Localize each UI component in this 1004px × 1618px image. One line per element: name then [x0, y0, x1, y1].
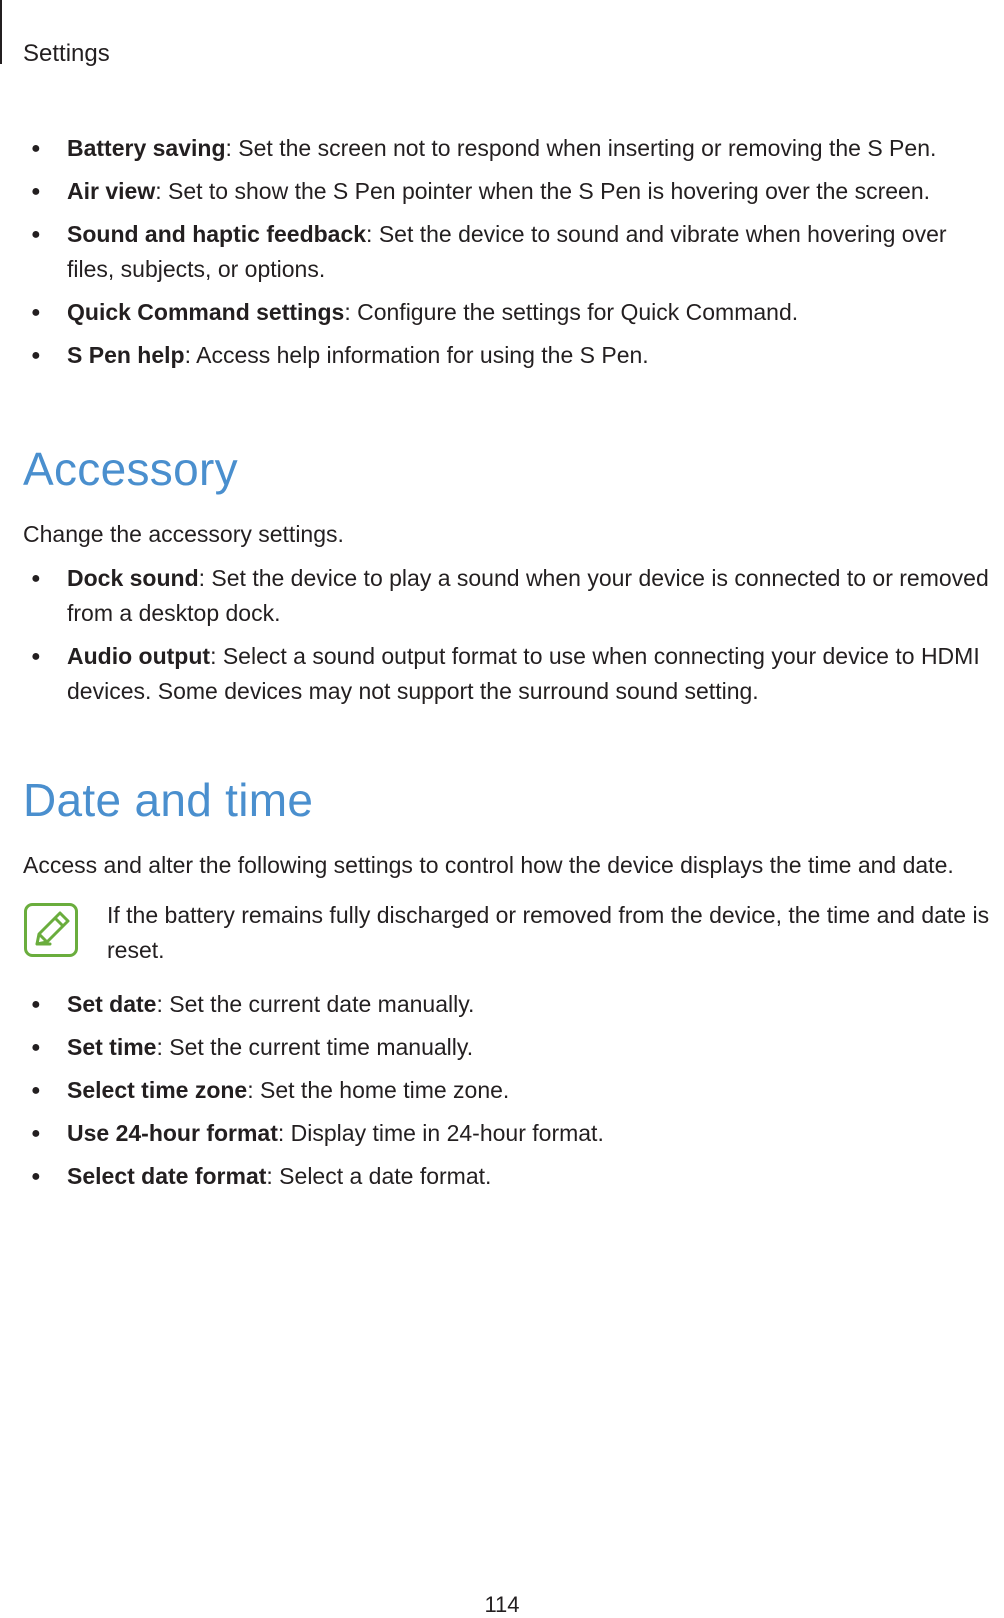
list-item: [0, 639, 990, 709]
date-time-settings-list: [0, 987, 990, 1202]
date-time-intro: Access and alter the following settings to control how the device displays the time and date.: [23, 852, 954, 878]
item-term: Select time zone: [67, 1077, 248, 1103]
item-term: Select date format: [67, 1163, 267, 1189]
list-item: [0, 1116, 990, 1151]
bullet-dot-icon: ●: [31, 1168, 41, 1185]
note-text: If the battery remains fully discharged or removed from the device, the time and date is reset.: [107, 902, 990, 963]
item-term: Quick Command settings: [67, 299, 345, 325]
item-term: Dock sound: [67, 565, 199, 591]
list-item: [0, 1030, 990, 1065]
spen-settings-list: [0, 131, 990, 381]
item-term: Sound and haptic feedback: [67, 221, 367, 247]
item-term: Air view: [67, 178, 156, 204]
item-description: : Set the screen not to respond when inserting or removing the S Pen.: [225, 135, 937, 161]
page-number: 114: [484, 1592, 520, 1617]
list-item: [0, 131, 990, 166]
item-term: Audio output: [67, 643, 211, 669]
item-term: S Pen help: [67, 342, 185, 368]
bullet-dot-icon: ●: [31, 140, 41, 157]
list-item: [0, 338, 990, 373]
bullet-dot-icon: ●: [31, 648, 41, 665]
item-description: : Set the home time zone.: [247, 1077, 510, 1103]
list-item: [0, 1159, 990, 1194]
accessory-intro: Change the accessory settings.: [23, 521, 344, 547]
item-description: : Set the device to play a sound when your device is connected to or removed from a desktop dock.: [67, 565, 989, 626]
bullet-dot-icon: ●: [31, 996, 41, 1013]
item-term: Battery saving: [67, 135, 226, 161]
item-description: : Configure the settings for Quick Command.: [344, 299, 799, 325]
item-description: : Display time in 24-hour format.: [277, 1120, 604, 1146]
date-time-heading: Date and time: [23, 774, 314, 826]
bullet-dot-icon: ●: [31, 347, 41, 364]
item-description: : Set the device to sound and vibrate when hovering over files, subjects, or options.: [67, 221, 947, 282]
note-pencil-icon: [24, 903, 78, 957]
list-item: [0, 561, 990, 631]
running-header: Settings: [23, 40, 110, 67]
bullet-dot-icon: ●: [31, 1082, 41, 1099]
list-item: [0, 1073, 990, 1108]
header-rule: [0, 0, 2, 64]
item-term: Set time: [67, 1034, 157, 1060]
item-description: : Access help information for using the S Pen.: [184, 342, 649, 368]
bullet-dot-icon: ●: [31, 226, 41, 243]
item-description: : Set to show the S Pen pointer when the S Pen is hovering over the screen.: [155, 178, 931, 204]
accessory-heading: Accessory: [23, 443, 238, 495]
item-term: Set date: [67, 991, 157, 1017]
bullet-dot-icon: ●: [31, 1125, 41, 1142]
list-item: [0, 174, 990, 209]
bullet-dot-icon: ●: [31, 304, 41, 321]
list-item: [0, 295, 990, 330]
list-item: [0, 217, 990, 287]
item-description: : Select a sound output format to use when connecting your device to HDMI devices. Some devices may not support the surround sound setting.: [67, 643, 980, 704]
item-term: Use 24-hour format: [67, 1120, 278, 1146]
bullet-dot-icon: ●: [31, 183, 41, 200]
list-item: [0, 987, 990, 1022]
item-description: : Select a date format.: [266, 1163, 492, 1189]
bullet-dot-icon: ●: [31, 570, 41, 587]
item-description: : Set the current date manually.: [156, 991, 475, 1017]
item-description: : Set the current time manually.: [156, 1034, 474, 1060]
accessory-settings-list: [0, 561, 990, 717]
bullet-dot-icon: ●: [31, 1039, 41, 1056]
